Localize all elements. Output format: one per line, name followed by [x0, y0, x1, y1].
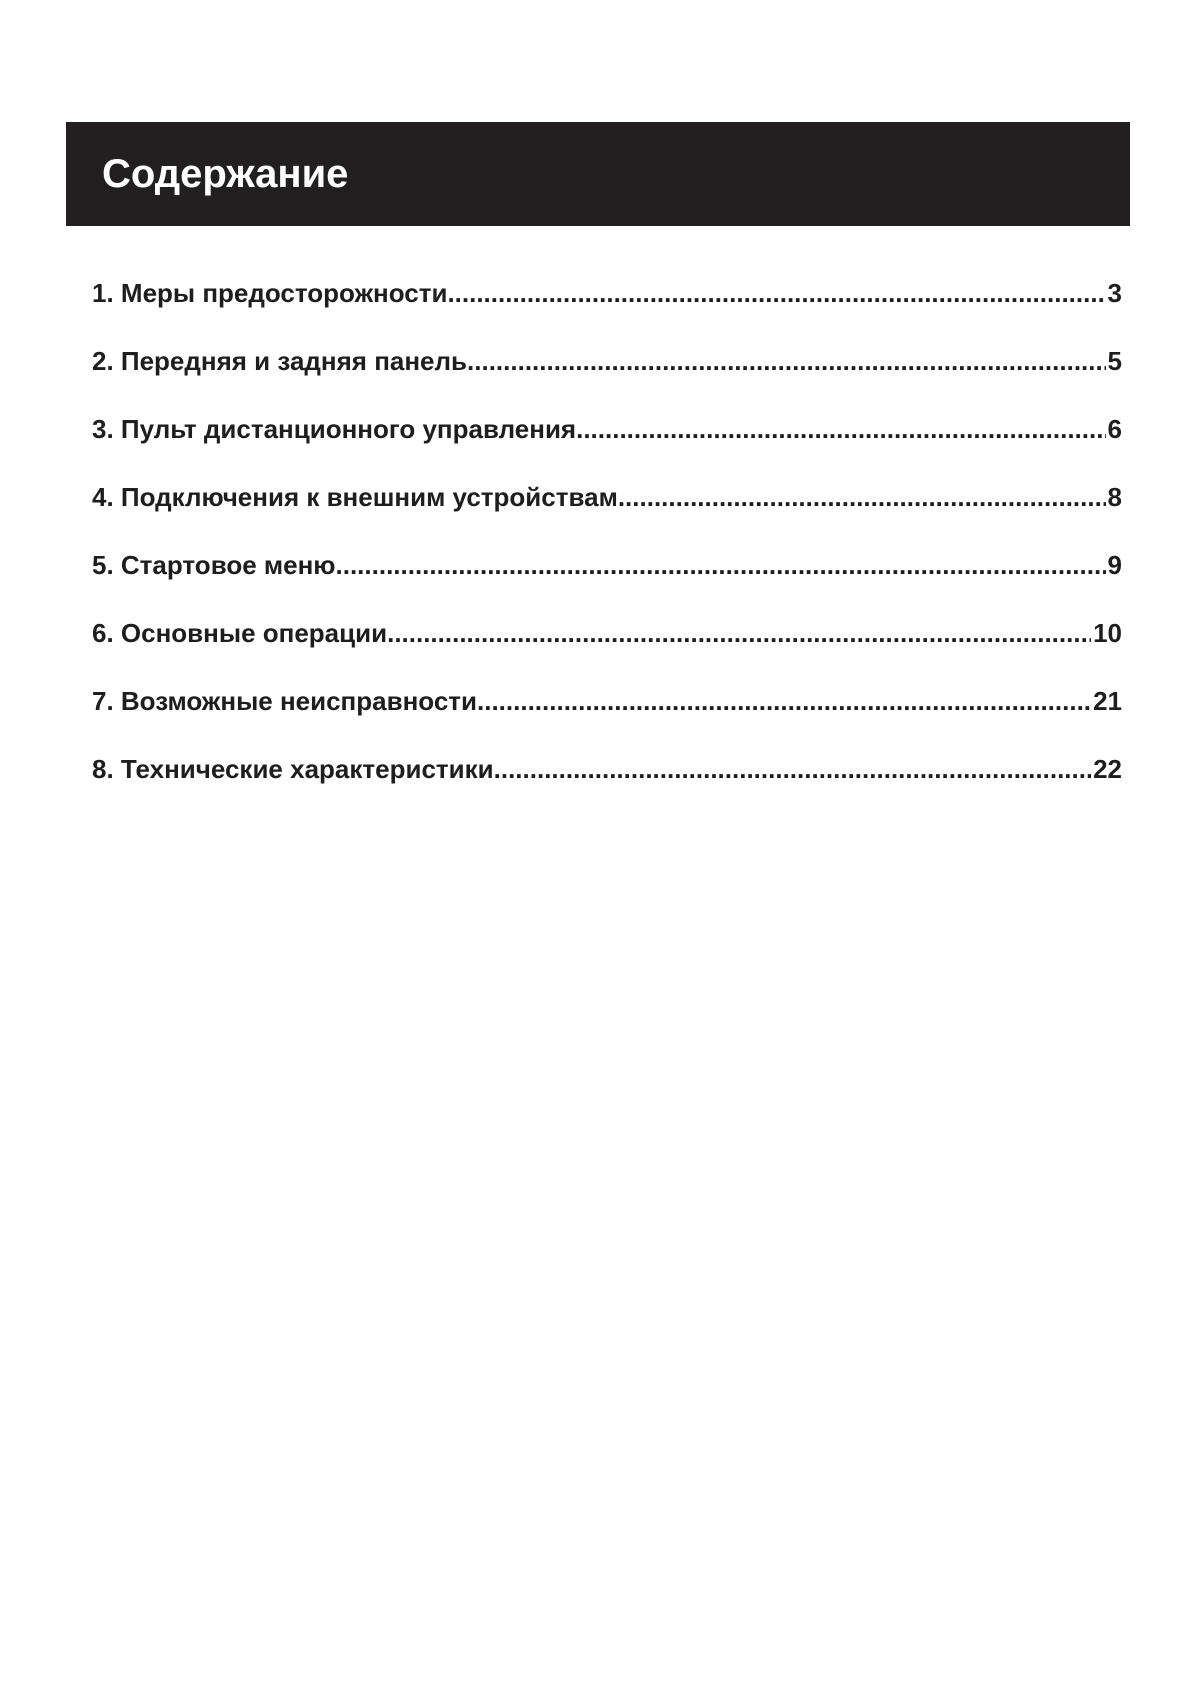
dot-leader	[387, 618, 1091, 649]
dot-leader	[618, 482, 1106, 513]
dot-leader	[576, 414, 1105, 445]
toc-item-6[interactable]	[92, 618, 1122, 686]
toc-item-2[interactable]	[92, 346, 1122, 414]
dot-leader	[477, 686, 1091, 717]
dot-leader	[494, 754, 1091, 785]
toc-item-8[interactable]	[92, 754, 1122, 822]
header-bar	[66, 122, 1130, 226]
toc-item-label: 6. Основные операции	[92, 618, 388, 648]
toc-page-number: 9	[1107, 550, 1122, 580]
toc-item-label: 8. Технические характеристики	[92, 754, 494, 784]
dot-leader	[467, 346, 1106, 377]
toc-item-5[interactable]	[92, 550, 1122, 618]
toc-page-number: 21	[1093, 686, 1122, 716]
toc-item-3[interactable]	[92, 414, 1122, 482]
toc-item-label: 4. Подключения к внешним устройствам	[92, 482, 618, 512]
toc-page-number: 8	[1107, 482, 1122, 512]
page-title: Содержание	[102, 152, 349, 196]
toc-page-number: 6	[1107, 414, 1122, 444]
toc-item-7[interactable]	[92, 686, 1122, 754]
toc-item-label: 3. Пульт дистанционного управления	[92, 414, 577, 444]
toc-page-number: 3	[1107, 278, 1122, 308]
toc-page-number: 5	[1107, 346, 1122, 376]
dot-leader	[336, 550, 1106, 581]
toc-item-1[interactable]	[92, 278, 1122, 346]
toc-item-4[interactable]	[92, 482, 1122, 550]
toc-item-label: 5. Стартовое меню	[92, 550, 336, 580]
toc-page-number: 22	[1093, 754, 1122, 784]
toc-item-label: 2. Передняя и задняя панель	[92, 346, 468, 376]
toc-item-label: 7. Возможные неисправности	[92, 686, 478, 716]
toc-item-label: 1. Меры предосторожности	[92, 278, 448, 308]
toc-page-number: 10	[1093, 618, 1122, 648]
dot-leader	[447, 278, 1105, 309]
table-of-contents	[92, 278, 1122, 822]
